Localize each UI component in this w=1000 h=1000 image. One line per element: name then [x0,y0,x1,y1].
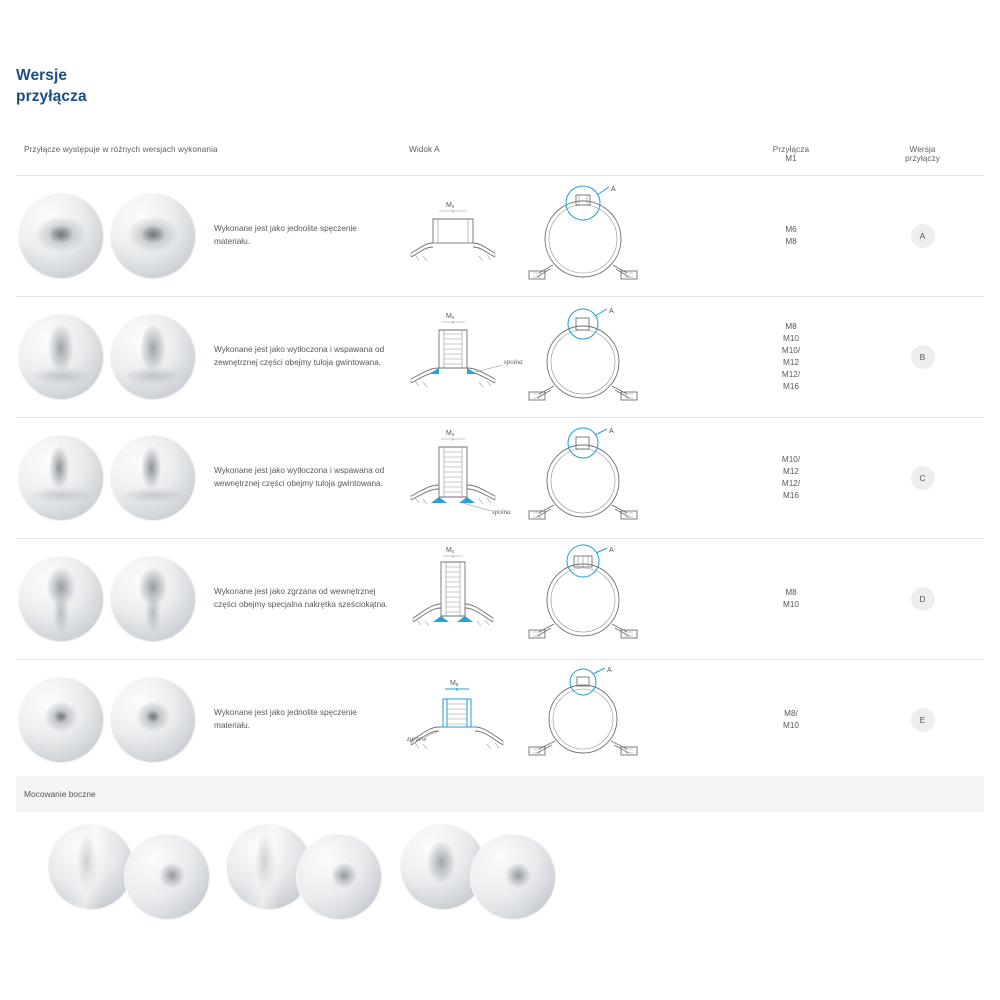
product-photo [18,556,104,642]
product-photo [110,556,196,642]
row-e-version-cell [861,660,984,781]
svg-text:A: A [609,428,614,435]
product-photo [110,677,196,763]
drawing-view-e [401,660,721,780]
row-b-description-cell [16,297,401,418]
row-c-photos [16,435,198,521]
svg-text:A: A [607,667,612,674]
table-row [16,176,984,297]
row-b-drawing-cell [401,297,721,418]
svg-text:A: A [611,186,616,193]
row-e-m1-cell [721,660,861,781]
row-d-description: Wykonane jest jako zgrzana od wewnętrznej części obejmy specjalna nakrętka sześciokątna. [214,587,388,609]
m1-value: M10/ [781,346,801,356]
side-photo-3b [470,834,556,920]
header-m1-line-1: Przyłącza [772,145,810,154]
product-photo [110,314,196,400]
svg-text:spoina: spoina [492,508,511,516]
version-badge: D [911,587,935,611]
header-description: Przyłącze występuje w różnych wersjach wykonania [16,133,401,176]
row-b-description: Wykonane jest jako wytłoczona i wspawana od zewnętrznej części obejmy tuloja gwintowana. [214,345,385,367]
m1-value: M12 [783,467,799,477]
row-e-description-cell [16,660,401,781]
header-version-line-1: Wersja [909,145,936,154]
table-row [16,418,984,539]
version-badge: A [911,224,935,248]
drawing-view-d [401,539,721,659]
drawing-view-b [401,297,721,417]
m1-value: M10 [783,721,799,730]
row-e-description: Wykonane jest jako jednolite spęczenie materiału. [214,708,357,730]
header-version-line-2: przyłączy [904,154,941,163]
drawing-view-a [401,176,721,296]
svg-text:M₁: M₁ [446,313,455,320]
drawing-view-c [401,418,721,538]
side-photo-1b [124,834,210,920]
row-a-photos [16,193,198,279]
row-d-photos [16,556,198,642]
m1-value: M16 [783,490,799,500]
table-row [16,539,984,660]
m1-value: M12 [783,358,799,367]
side-mounting-header [16,776,984,812]
row-d-m1-cell [721,539,861,660]
m1-value: M6 [785,225,797,235]
side-mounting-title: Mocowanie boczne [24,789,96,799]
drawing-note: spoina [504,358,523,366]
m1-value: M8 [785,588,797,598]
row-a-description: Wykonane jest jako jednolite spęczenie materiału. [214,224,357,246]
row-d-description-cell [16,539,401,660]
m1-value: M10 [783,600,799,609]
svg-text:M₁: M₁ [450,680,459,687]
product-photo [18,193,104,279]
m1-value: M10 [783,334,799,344]
row-e-photos [16,677,198,763]
row-e-drawing-cell [401,660,721,781]
m1-value: M12/ [781,369,801,379]
row-c-drawing-cell [401,418,721,539]
m1-value: M16 [783,381,799,391]
row-b-version-cell [861,297,984,418]
m1-value: M8 [785,237,797,246]
svg-text:M₁: M₁ [446,430,455,437]
row-c-description-cell [16,418,401,539]
table-row [16,297,984,418]
header-m1 [721,133,861,176]
svg-text:A: A [609,308,614,315]
row-d-drawing-cell [401,539,721,660]
product-photo [18,435,104,521]
svg-text:zgrzew: zgrzew [407,735,427,743]
row-a-version-cell [861,176,984,297]
page-title [16,66,87,108]
row-c-m1-cell [721,418,861,539]
side-photo-1a [48,824,134,910]
page-title-line-1: Wersje [16,67,68,84]
product-photo [110,193,196,279]
svg-text:M₁: M₁ [446,202,455,209]
row-a-description-cell [16,176,401,297]
side-photo-2b [296,834,382,920]
row-d-version-cell [861,539,984,660]
table-header [16,133,984,176]
product-photo [18,314,104,400]
m1-value: M8 [785,322,797,332]
product-photo [110,435,196,521]
row-a-m1-cell [721,176,861,297]
side-mounting-photos [30,824,590,920]
row-c-version-cell [861,418,984,539]
row-a-drawing-cell [401,176,721,297]
page-title-line-2: przyłącza [16,87,87,105]
m1-value: M12/ [781,479,801,488]
header-m1-line-2: M1 [785,154,797,163]
svg-text:M₁: M₁ [446,547,455,554]
svg-text:A: A [609,547,614,554]
header-view-a: Widok A [401,133,721,176]
table-row [16,660,984,781]
row-b-photos [16,314,198,400]
versions-table [16,133,984,781]
m1-value: M8/ [784,709,798,719]
m1-value: M10/ [781,455,801,465]
version-badge: C [911,466,935,490]
header-version [861,133,984,176]
product-photo [18,677,104,763]
version-badge: B [911,345,935,369]
version-badge: E [911,708,935,732]
row-b-m1-cell [721,297,861,418]
row-c-description: Wykonane jest jako wytłoczona i wspawana od wewnętrznej części obejmy tuloja gwintowana. [214,466,385,488]
